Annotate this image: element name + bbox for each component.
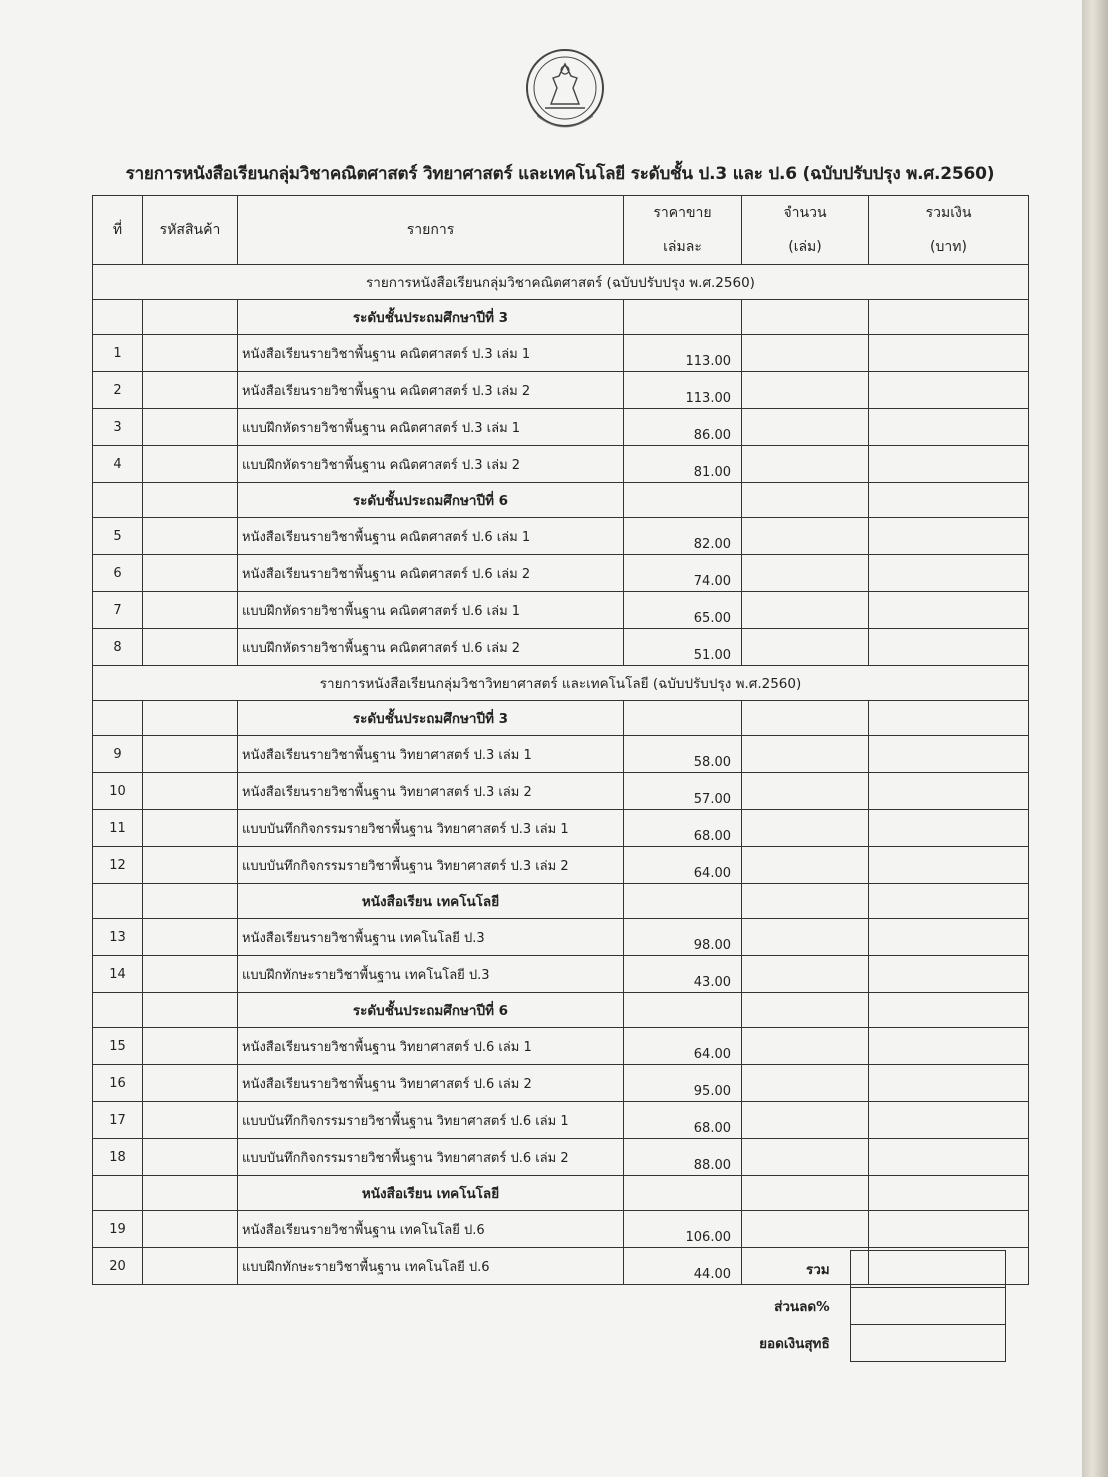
col-code: รหัสสินค้า [143,196,238,265]
empty-cell [742,884,869,919]
product-code-cell[interactable] [143,773,238,810]
unit-price: 64.00 [624,847,742,884]
total-cell[interactable] [869,1065,1029,1102]
table-row [93,629,1029,666]
table-row [93,847,1029,884]
subheader-row: ระดับชั้นประถมศึกษาปีที่ 3 [93,701,1029,736]
unit-price: 82.00 [624,518,742,555]
total-cell[interactable] [869,1211,1029,1248]
row-number: 3 [93,409,143,446]
qty-cell[interactable] [742,810,869,847]
unit-price: 113.00 [624,372,742,409]
empty-cell [624,884,742,919]
empty-cell [143,483,238,518]
item-name: หนังสือเรียนรายวิชาพื้นฐาน วิทยาศาสตร์ ป.3 เล่ม 2 [238,773,624,810]
row-number: 10 [93,773,143,810]
qty-cell[interactable] [742,956,869,993]
summary-table [720,1250,1006,1362]
total-cell[interactable] [869,773,1029,810]
product-code-cell[interactable] [143,1028,238,1065]
summary-discount-row [720,1288,1006,1325]
product-code-cell[interactable] [143,1248,238,1285]
item-name: แบบบันทึกกิจกรรมรายวิชาพื้นฐาน วิทยาศาสตร์ ป.6 เล่ม 2 [238,1139,624,1176]
item-name: แบบฝึกทักษะรายวิชาพื้นฐาน เทคโนโลยี ป.6 [238,1248,624,1285]
empty-cell [143,701,238,736]
table-row [93,592,1029,629]
subheader-row: หนังสือเรียน เทคโนโลยี [93,884,1029,919]
table-row [93,1139,1029,1176]
qty-cell[interactable] [742,372,869,409]
table-row [93,518,1029,555]
total-cell[interactable] [869,372,1029,409]
item-name: หนังสือเรียนรายวิชาพื้นฐาน วิทยาศาสตร์ ป.3 เล่ม 1 [238,736,624,773]
empty-cell [742,1176,869,1211]
row-number: 17 [93,1102,143,1139]
row-number: 20 [93,1248,143,1285]
empty-cell [624,300,742,335]
table-row [93,956,1029,993]
unit-price: 88.00 [624,1139,742,1176]
empty-cell [869,483,1029,518]
item-name: หนังสือเรียนรายวิชาพื้นฐาน คณิตศาสตร์ ป.6 เล่ม 1 [238,518,624,555]
summary-total-box[interactable] [850,1251,1005,1288]
row-number: 1 [93,335,143,372]
item-name: แบบบันทึกกิจกรรมรายวิชาพื้นฐาน วิทยาศาสตร์ ป.6 เล่ม 1 [238,1102,624,1139]
qty-cell[interactable] [742,919,869,956]
qty-cell[interactable] [742,1028,869,1065]
total-cell[interactable] [869,518,1029,555]
product-code-cell[interactable] [143,1102,238,1139]
item-name: แบบบันทึกกิจกรรมรายวิชาพื้นฐาน วิทยาศาสตร์ ป.3 เล่ม 1 [238,810,624,847]
empty-cell [742,701,869,736]
table-header-row [93,196,1029,265]
empty-cell [869,993,1029,1028]
qty-cell[interactable] [742,847,869,884]
item-name: หนังสือเรียนรายวิชาพื้นฐาน คณิตศาสตร์ ป.6 เล่ม 2 [238,555,624,592]
total-cell[interactable] [869,919,1029,956]
row-number: 19 [93,1211,143,1248]
item-name: หนังสือเรียนรายวิชาพื้นฐาน วิทยาศาสตร์ ป.6 เล่ม 1 [238,1028,624,1065]
product-code-cell[interactable] [143,1139,238,1176]
total-cell[interactable] [869,335,1029,372]
product-code-cell[interactable] [143,446,238,483]
row-number: 15 [93,1028,143,1065]
item-name: หนังสือเรียนรายวิชาพื้นฐาน วิทยาศาสตร์ ป.6 เล่ม 2 [238,1065,624,1102]
product-code-cell[interactable] [143,335,238,372]
empty-cell [93,300,143,335]
row-number: 9 [93,736,143,773]
book-list-table [92,195,1029,1285]
col-no: ที่ [93,196,143,265]
item-name: แบบบันทึกกิจกรรมรายวิชาพื้นฐาน วิทยาศาสตร์ ป.3 เล่ม 2 [238,847,624,884]
item-name: หนังสือเรียนรายวิชาพื้นฐาน คณิตศาสตร์ ป.3 เล่ม 1 [238,335,624,372]
total-cell[interactable] [869,555,1029,592]
unit-price: 64.00 [624,1028,742,1065]
empty-cell [869,300,1029,335]
total-cell[interactable] [869,409,1029,446]
item-name: หนังสือเรียนรายวิชาพื้นฐาน เทคโนโลยี ป.6 [238,1211,624,1248]
table-row [93,1102,1029,1139]
qty-cell[interactable] [742,1139,869,1176]
row-number: 12 [93,847,143,884]
row-number: 7 [93,592,143,629]
col-total: รวมเงิน (บาท) [869,196,1029,265]
empty-cell [742,483,869,518]
unit-price: 106.00 [624,1211,742,1248]
empty-cell [742,300,869,335]
paper-stack-edge [1082,0,1108,1477]
empty-cell [93,1176,143,1211]
row-number: 5 [93,518,143,555]
qty-cell[interactable] [742,446,869,483]
empty-cell [624,701,742,736]
qty-cell[interactable] [742,1065,869,1102]
total-cell[interactable] [869,1139,1029,1176]
row-number: 18 [93,1139,143,1176]
empty-cell [93,993,143,1028]
table-row [93,335,1029,372]
summary-net-box[interactable] [850,1325,1005,1362]
product-code-cell[interactable] [143,372,238,409]
row-number: 16 [93,1065,143,1102]
total-cell[interactable] [869,1028,1029,1065]
row-number: 13 [93,919,143,956]
total-cell[interactable] [869,736,1029,773]
total-cell[interactable] [869,629,1029,666]
table-row [93,919,1029,956]
product-code-cell[interactable] [143,810,238,847]
row-number: 4 [93,446,143,483]
table-row [93,810,1029,847]
total-cell[interactable] [869,956,1029,993]
table-row [93,555,1029,592]
empty-cell [143,300,238,335]
product-code-cell[interactable] [143,409,238,446]
product-code-cell[interactable] [143,1065,238,1102]
item-name: แบบฝึกหัดรายวิชาพื้นฐาน คณิตศาสตร์ ป.3 เล่ม 1 [238,409,624,446]
product-code-cell[interactable] [143,518,238,555]
section-row-science: รายการหนังสือเรียนกลุ่มวิชาวิทยาศาสตร์ และเทคโนโลยี (ฉบับปรับปรุง พ.ศ.2560) [93,666,1029,701]
qty-cell[interactable] [742,409,869,446]
product-code-cell[interactable] [143,592,238,629]
qty-cell[interactable] [742,555,869,592]
unit-price: 43.00 [624,956,742,993]
unit-price: 113.00 [624,335,742,372]
unit-price: 68.00 [624,1102,742,1139]
empty-cell [869,1176,1029,1211]
unit-price: 68.00 [624,810,742,847]
item-name: หนังสือเรียนรายวิชาพื้นฐาน เทคโนโลยี ป.3 [238,919,624,956]
empty-cell [742,993,869,1028]
empty-cell [624,993,742,1028]
summary-discount-label: ส่วนลด% [774,1299,830,1315]
unit-price: 65.00 [624,592,742,629]
summary-total-row [720,1251,1006,1288]
empty-cell [143,1176,238,1211]
empty-cell [93,483,143,518]
empty-cell [869,884,1029,919]
seal-logo [515,42,615,142]
item-name: แบบฝึกหัดรายวิชาพื้นฐาน คณิตศาสตร์ ป.6 เล่ม 1 [238,592,624,629]
summary-net-row [720,1325,1006,1362]
table-row [93,372,1029,409]
total-cell[interactable] [869,810,1029,847]
qty-cell[interactable] [742,629,869,666]
table-row [93,773,1029,810]
qty-cell[interactable] [742,1102,869,1139]
empty-cell [624,483,742,518]
unit-price: 44.00 [624,1248,742,1285]
table-row [93,1211,1029,1248]
unit-price: 86.00 [624,409,742,446]
row-number: 8 [93,629,143,666]
unit-price: 51.00 [624,629,742,666]
total-cell[interactable] [869,592,1029,629]
subheader-row: หนังสือเรียน เทคโนโลยี [93,1176,1029,1211]
document-title: รายการหนังสือเรียนกลุ่มวิชาคณิตศาสตร์ วิทยาศาสตร์ และเทคโนโลยี ระดับชั้น ป.3 และ ป.6 (ฉบับปรับปรุง พ.ศ.2560) [125,164,995,184]
product-code-cell[interactable] [143,919,238,956]
row-number: 14 [93,956,143,993]
total-cell[interactable] [869,446,1029,483]
qty-cell[interactable] [742,1211,869,1248]
row-number: 11 [93,810,143,847]
empty-cell [869,701,1029,736]
qty-cell[interactable] [742,335,869,372]
subheader-row: ระดับชั้นประถมศึกษาปีที่ 6 [93,993,1029,1028]
product-code-cell[interactable] [143,847,238,884]
product-code-cell[interactable] [143,956,238,993]
unit-price: 74.00 [624,555,742,592]
item-name: หนังสือเรียนรายวิชาพื้นฐาน คณิตศาสตร์ ป.3 เล่ม 2 [238,372,624,409]
col-price: ราคาขาย เล่มละ [624,196,742,265]
item-name: แบบฝึกหัดรายวิชาพื้นฐาน คณิตศาสตร์ ป.6 เล่ม 2 [238,629,624,666]
subheader-row: ระดับชั้นประถมศึกษาปีที่ 3 [93,300,1029,335]
unit-price: 58.00 [624,736,742,773]
qty-cell[interactable] [742,773,869,810]
row-number: 6 [93,555,143,592]
table-row [93,409,1029,446]
product-code-cell[interactable] [143,1211,238,1248]
section-row-math: รายการหนังสือเรียนกลุ่มวิชาคณิตศาสตร์ (ฉบับปรับปรุง พ.ศ.2560) [93,265,1029,300]
table-row [93,736,1029,773]
total-cell[interactable] [869,847,1029,884]
product-code-cell[interactable] [143,736,238,773]
col-item: รายการ [238,196,624,265]
empty-cell [93,701,143,736]
qty-cell[interactable] [742,736,869,773]
unit-price: 57.00 [624,773,742,810]
table-row [93,446,1029,483]
empty-cell [143,884,238,919]
col-qty: จำนวน (เล่ม) [742,196,869,265]
empty-cell [93,884,143,919]
summary-discount-box[interactable] [850,1288,1005,1325]
item-name: แบบฝึกทักษะรายวิชาพื้นฐาน เทคโนโลยี ป.3 [238,956,624,993]
total-cell[interactable] [869,1102,1029,1139]
empty-cell [624,1176,742,1211]
unit-price: 81.00 [624,446,742,483]
summary-net-label: ยอดเงินสุทธิ [759,1336,830,1352]
product-code-cell[interactable] [143,555,238,592]
unit-price: 98.00 [624,919,742,956]
product-code-cell[interactable] [143,629,238,666]
subheader-row: ระดับชั้นประถมศึกษาปีที่ 6 [93,483,1029,518]
unit-price: 95.00 [624,1065,742,1102]
summary-total-label: รวม [805,1262,830,1278]
empty-cell [143,993,238,1028]
table-row [93,1065,1029,1102]
item-name: แบบฝึกหัดรายวิชาพื้นฐาน คณิตศาสตร์ ป.3 เล่ม 2 [238,446,624,483]
table-row [93,1028,1029,1065]
row-number: 2 [93,372,143,409]
qty-cell[interactable] [742,592,869,629]
qty-cell[interactable] [742,518,869,555]
